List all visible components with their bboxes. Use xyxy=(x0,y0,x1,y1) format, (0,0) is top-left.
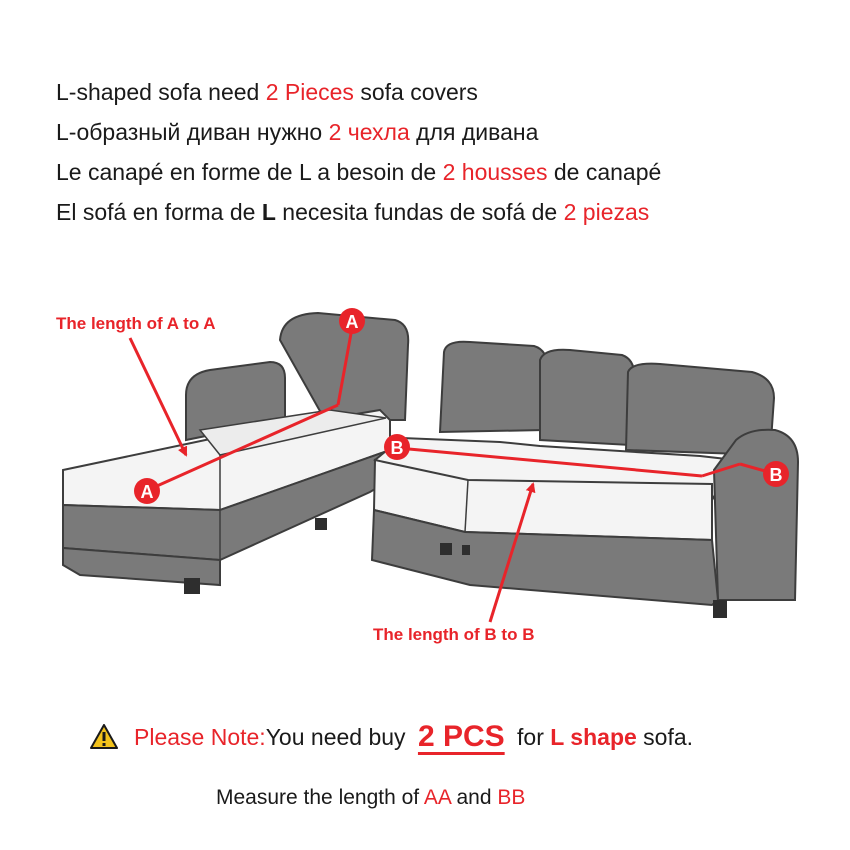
label-a-to-a: The length of A to A xyxy=(56,314,216,333)
note-row xyxy=(90,712,810,762)
note-shape: L shape xyxy=(550,723,637,750)
instruction-highlight: 2 housses xyxy=(442,159,548,185)
instruction-text: El sofá en forma de xyxy=(56,199,262,225)
label-b-to-b: The length of B to B xyxy=(373,625,535,644)
svg-text:B: B xyxy=(390,438,404,458)
instruction-text: L-shaped sofa need xyxy=(56,79,266,105)
note-quantity: 2 PCS xyxy=(417,720,505,753)
note-text: for xyxy=(510,723,551,750)
marker-b-left xyxy=(384,434,410,460)
instruction-highlight: 2 piezas xyxy=(563,199,650,225)
note-text: sofa. xyxy=(636,723,694,750)
measure-aa: AA xyxy=(423,786,451,809)
marker-a-top xyxy=(339,308,365,334)
instruction-text: necesita fundas de sofá de xyxy=(275,199,564,225)
instruction-text: de canapé xyxy=(547,159,662,185)
measure-text: and xyxy=(450,786,498,809)
measure-text: Measure the length of xyxy=(216,786,424,809)
instruction-text: L-образный диван нужно xyxy=(56,119,329,145)
instruction-highlight: 2 чехла xyxy=(328,119,410,145)
measure-line xyxy=(216,786,525,810)
warning-icon xyxy=(90,724,118,750)
measure-bb: BB xyxy=(497,786,526,809)
three-seat-sofa xyxy=(372,342,798,618)
instruction-text: sofa covers xyxy=(353,79,478,105)
arrow-a xyxy=(130,338,186,455)
marker-b-right xyxy=(763,461,789,487)
instruction-text: для дивана xyxy=(409,119,539,145)
svg-text:A: A xyxy=(140,482,154,502)
note-text: You need buy xyxy=(265,723,412,750)
chaise-sofa xyxy=(63,313,408,594)
svg-text:A: A xyxy=(345,312,359,332)
marker-a-bottom xyxy=(134,478,160,504)
svg-text:B: B xyxy=(769,465,783,485)
note-prefix: Please Note: xyxy=(134,723,266,750)
instruction-highlight: 2 Pieces xyxy=(265,79,354,105)
instruction-bold: L xyxy=(261,199,276,225)
instruction-text: Le canapé en forme de L a besoin de xyxy=(56,159,443,185)
